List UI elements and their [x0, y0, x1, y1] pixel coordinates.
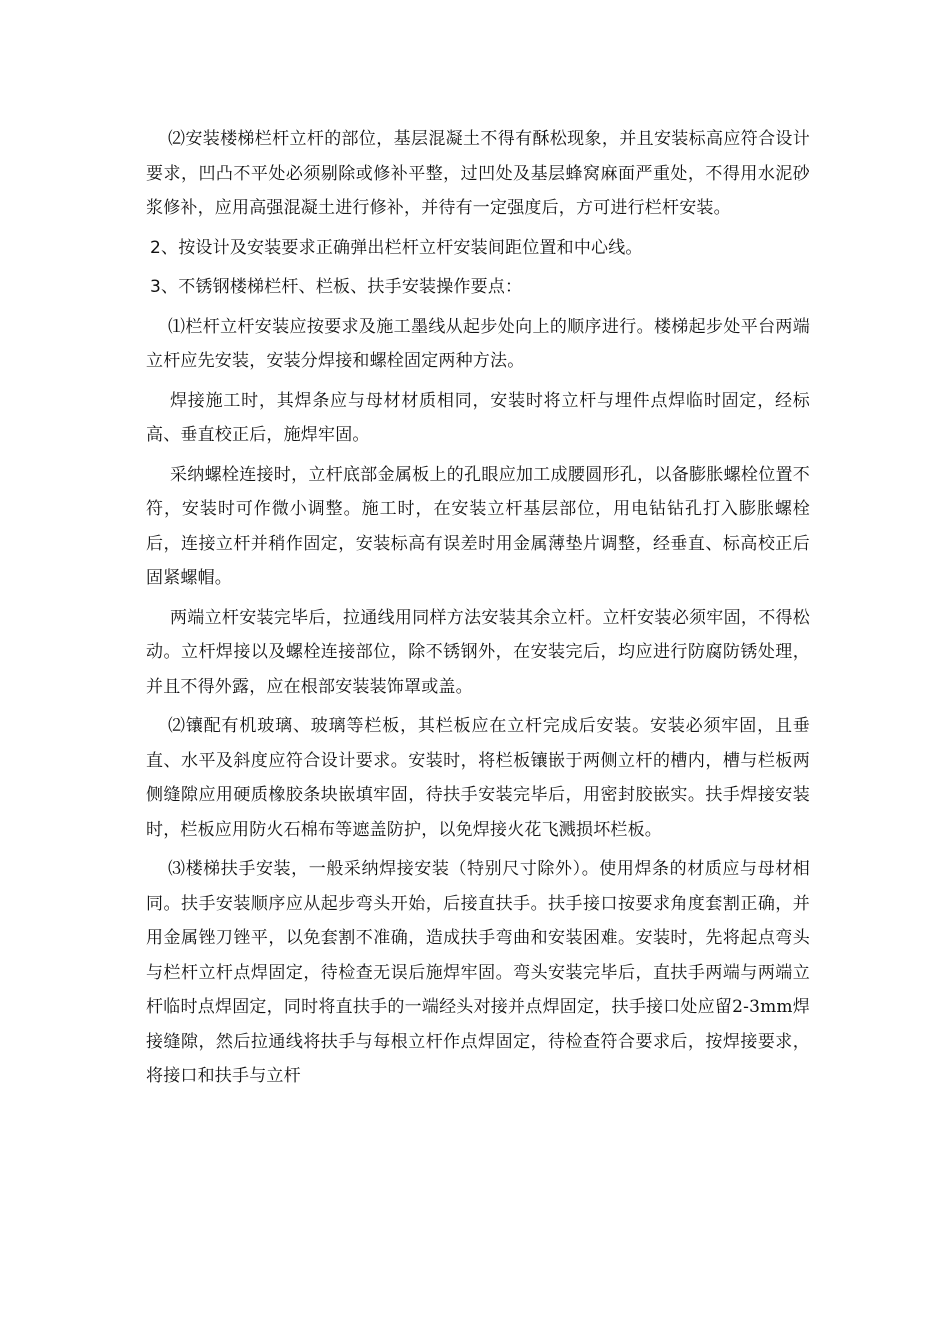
- paragraph-7: 两端立杆安装完毕后，拉通线用同样方法安装其余立杆。立杆安装必须牢固，不得松动。立杆焊接以及螺栓连接部位，除不锈钢外，在安装完后，均应进行防腐防锈处理，并且不得外露，应在根部安装装饰罩或盖。: [146, 607, 810, 697]
- paragraph-8: ⑵镶配有机玻璃、玻璃等栏板，其栏板应在立杆完成后安装。安装必须牢固，且垂直、水平及斜度应符合设计要求。安装时，将栏板镶嵌于两侧立杆的槽内，槽与栏板两侧缝隙应用硬质橡胶条块嵌填牢固，待扶手安装完毕后，用密封胶嵌实。扶手焊接安装时，栏板应用防火石棉布等遮盖防护，以免焊接火花飞溅损坏栏板。: [146, 716, 810, 840]
- paragraph-6: 采纳螺栓连接时，立杆底部金属板上的孔眼应加工成腰圆形孔，以备膨胀螺栓位置不符，安装时可作微小调整。施工时，在安装立杆基层部位，用电钻钻孔打入膨胀螺栓后，连接立杆并稍作固定，安装标高有误差时用金属薄垫片调整，经垂直、标高校正后固紧螺帽。: [146, 464, 810, 588]
- paragraph-9: ⑶楼梯扶手安装，一般采纳焊接安装（特别尺寸除外）。使用焊条的材质应与母材相同。扶手安装顺序应从起步弯头开始，后接直扶手。扶手接口按要求角度套割正确，并用金属锉刀锉平，以免套割不准确，造成扶手弯曲和安装困难。安装时，先将起点弯头与栏杆立杆点焊固定，待检查无误后施焊牢固。弯头安装完毕后，直扶手两端与两端立杆临时点焊固定，同时将直扶手的一端经头对接并点焊固定，扶手接口处应留2-3mm焊接缝隙，然后拉通线将扶手与每根立杆作点焊固定，待检查符合要求后，按焊接要求，将接口和扶手与立杆: [146, 859, 810, 1086]
- document-body: [146, 122, 810, 1094]
- paragraph-4: ⑴栏杆立杆安装应按要求及施工墨线从起步处向上的顺序进行。楼梯起步处平台两端立杆应先安装，安装分焊接和螺栓固定两种方法。: [146, 316, 810, 371]
- paragraph-1: ⑵安装楼梯栏杆立杆的部位，基层混凝土不得有酥松现象，并且安装标高应符合设计要求，凹凸不平处必须剔除或修补平整，过凹处及基层蜂窝麻面严重处，不得用水泥砂浆修补，应用高强混凝土进行修补，并待有一定强度后，方可进行栏杆安装。: [146, 129, 810, 218]
- paragraph-5: 焊接施工时，其焊条应与母材材质相同，安装时将立杆与埋件点焊临时固定，经标高、垂直校正后，施焊牢固。: [146, 390, 810, 445]
- paragraph-3-numbered-item: 3、不锈钢楼梯栏杆、栏板、扶手安装操作要点：: [150, 277, 523, 297]
- paragraph-2-numbered-item: 2、按设计及安装要求正确弹出栏杆立杆安装间距位置和中心线。: [150, 237, 643, 258]
